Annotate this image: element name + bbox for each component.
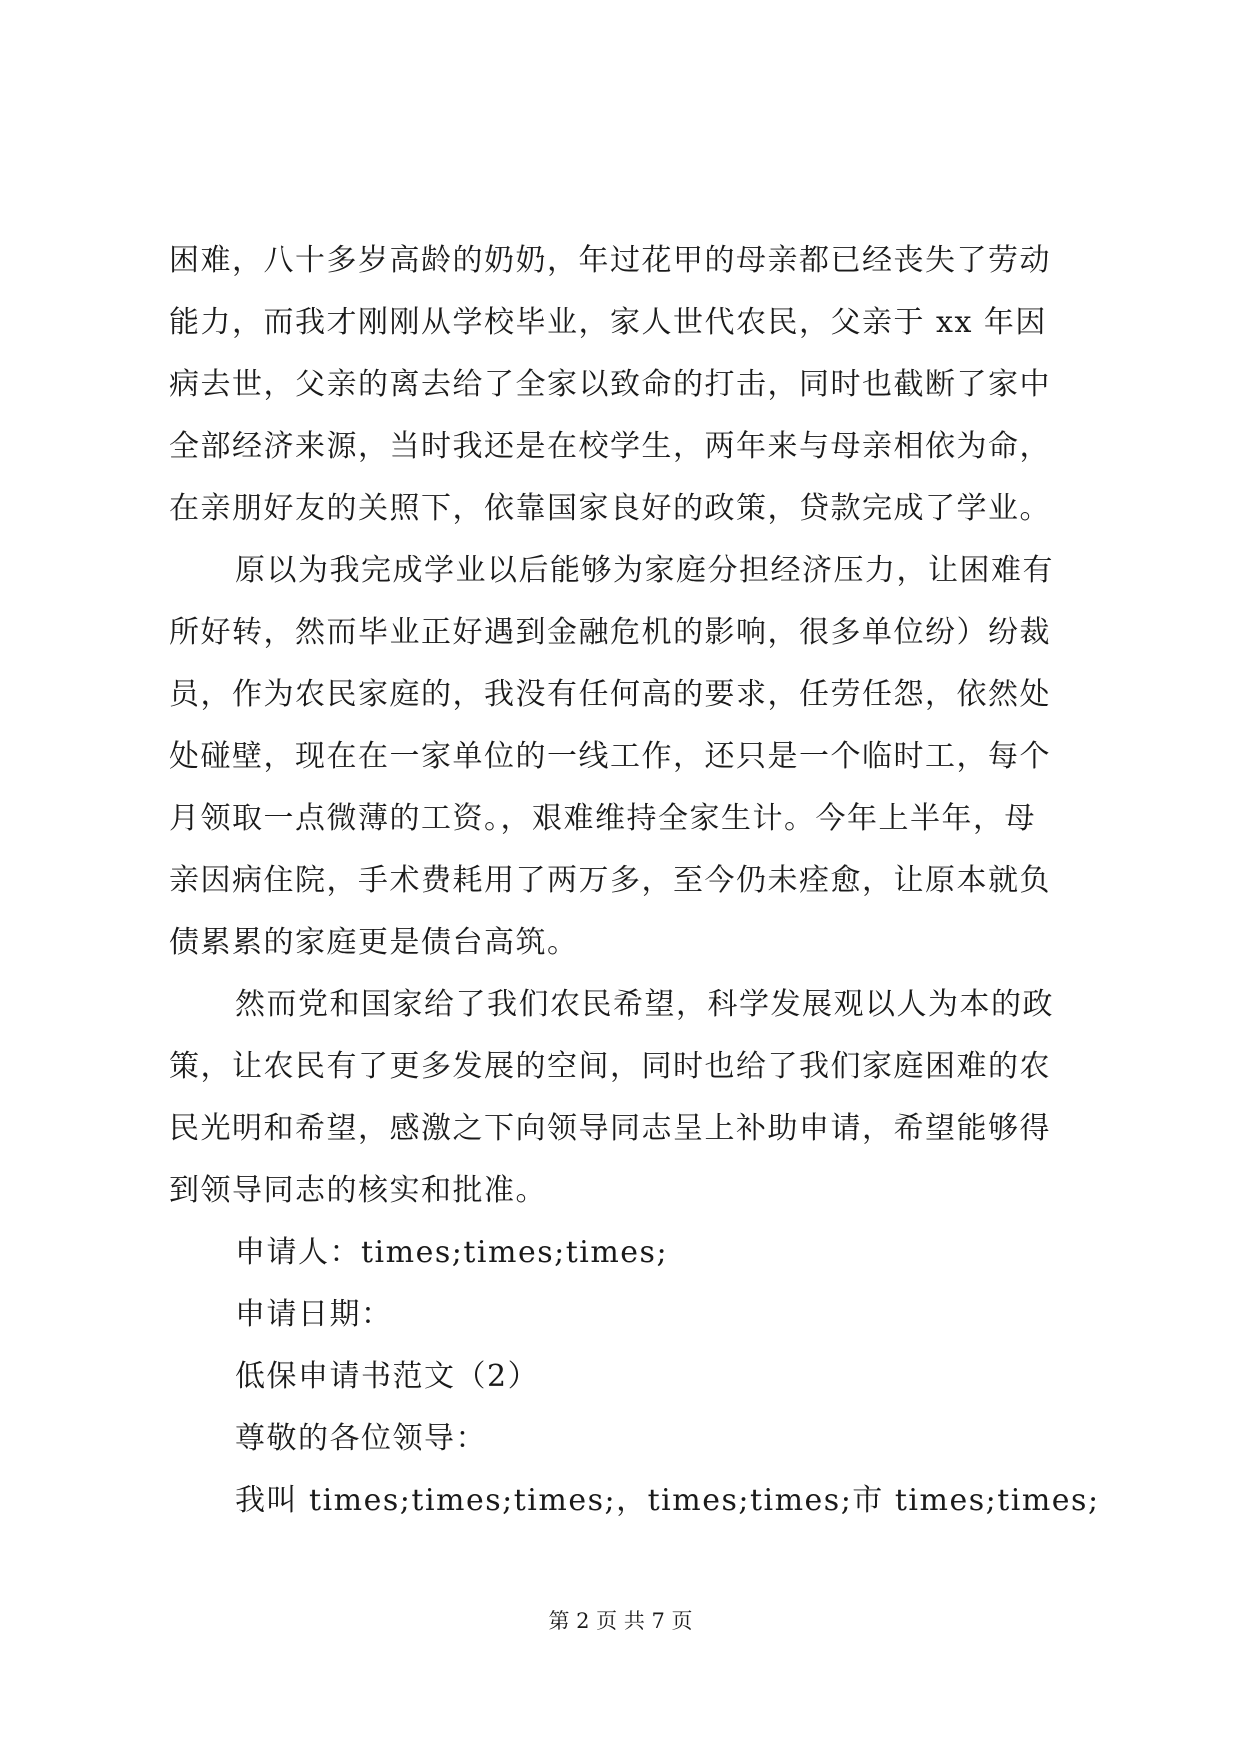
applicant-line: 申请人：times;times;times; bbox=[235, 1235, 669, 1270]
text-line: 能力，而我才刚刚从学校毕业，家人世代农民，父亲于 xx 年因 bbox=[169, 305, 1047, 340]
text-line: 在亲朋好友的关照下，依靠国家良好的政策，贷款完成了学业。 bbox=[169, 491, 1051, 526]
text-line: 病去世，父亲的离去给了全家以致命的打击，同时也截断了家中 bbox=[169, 367, 1051, 402]
text-line: 然而党和国家给了我们农民希望，科学发展观以人为本的政 bbox=[235, 987, 1054, 1022]
text-line: 月领取一点微薄的工资。，艰难维持全家生计。今年上半年，母 bbox=[169, 801, 1036, 836]
text-line: 困难，八十多岁高龄的奶奶，年过花甲的母亲都已经丧失了劳动 bbox=[169, 243, 1051, 278]
text-line: 亲因病住院，手术费耗用了两万多，至今仍未痊愈，让原本就负 bbox=[169, 863, 1051, 898]
text-line: 策，让农民有了更多发展的空间，同时也给了我们家庭困难的农 bbox=[169, 1049, 1051, 1084]
salutation-line: 尊敬的各位领导： bbox=[235, 1421, 487, 1456]
text-line: 处碰壁，现在在一家单位的一线工作，还只是一个临时工，每个 bbox=[169, 739, 1051, 774]
text-line: 我叫 times;times;times;，times;times;市 times;times; bbox=[235, 1483, 1100, 1518]
text-line: 员，作为农民家庭的，我没有任何高的要求，任劳任怨，依然处 bbox=[169, 677, 1051, 712]
text-line: 到领导同志的核实和批准。 bbox=[169, 1173, 547, 1208]
document-body bbox=[169, 230, 1100, 1532]
page-number-footer: 第 2 页 共 7 页 bbox=[548, 1609, 693, 1633]
text-line: 原以为我完成学业以后能够为家庭分担经济压力，让困难有 bbox=[235, 553, 1054, 588]
text-line: 民光明和希望，感激之下向领导同志呈上补助申请，希望能够得 bbox=[169, 1111, 1051, 1146]
text-line: 债累累的家庭更是债台高筑。 bbox=[169, 925, 579, 960]
application-date-line: 申请日期： bbox=[235, 1297, 393, 1332]
text-line: 全部经济来源，当时我还是在校学生，两年来与母亲相依为命， bbox=[169, 429, 1051, 464]
section-title: 低保申请书范文（2） bbox=[235, 1359, 540, 1394]
text-line: 所好转，然而毕业正好遇到金融危机的影响，很多单位纷）纷裁 bbox=[169, 615, 1051, 650]
